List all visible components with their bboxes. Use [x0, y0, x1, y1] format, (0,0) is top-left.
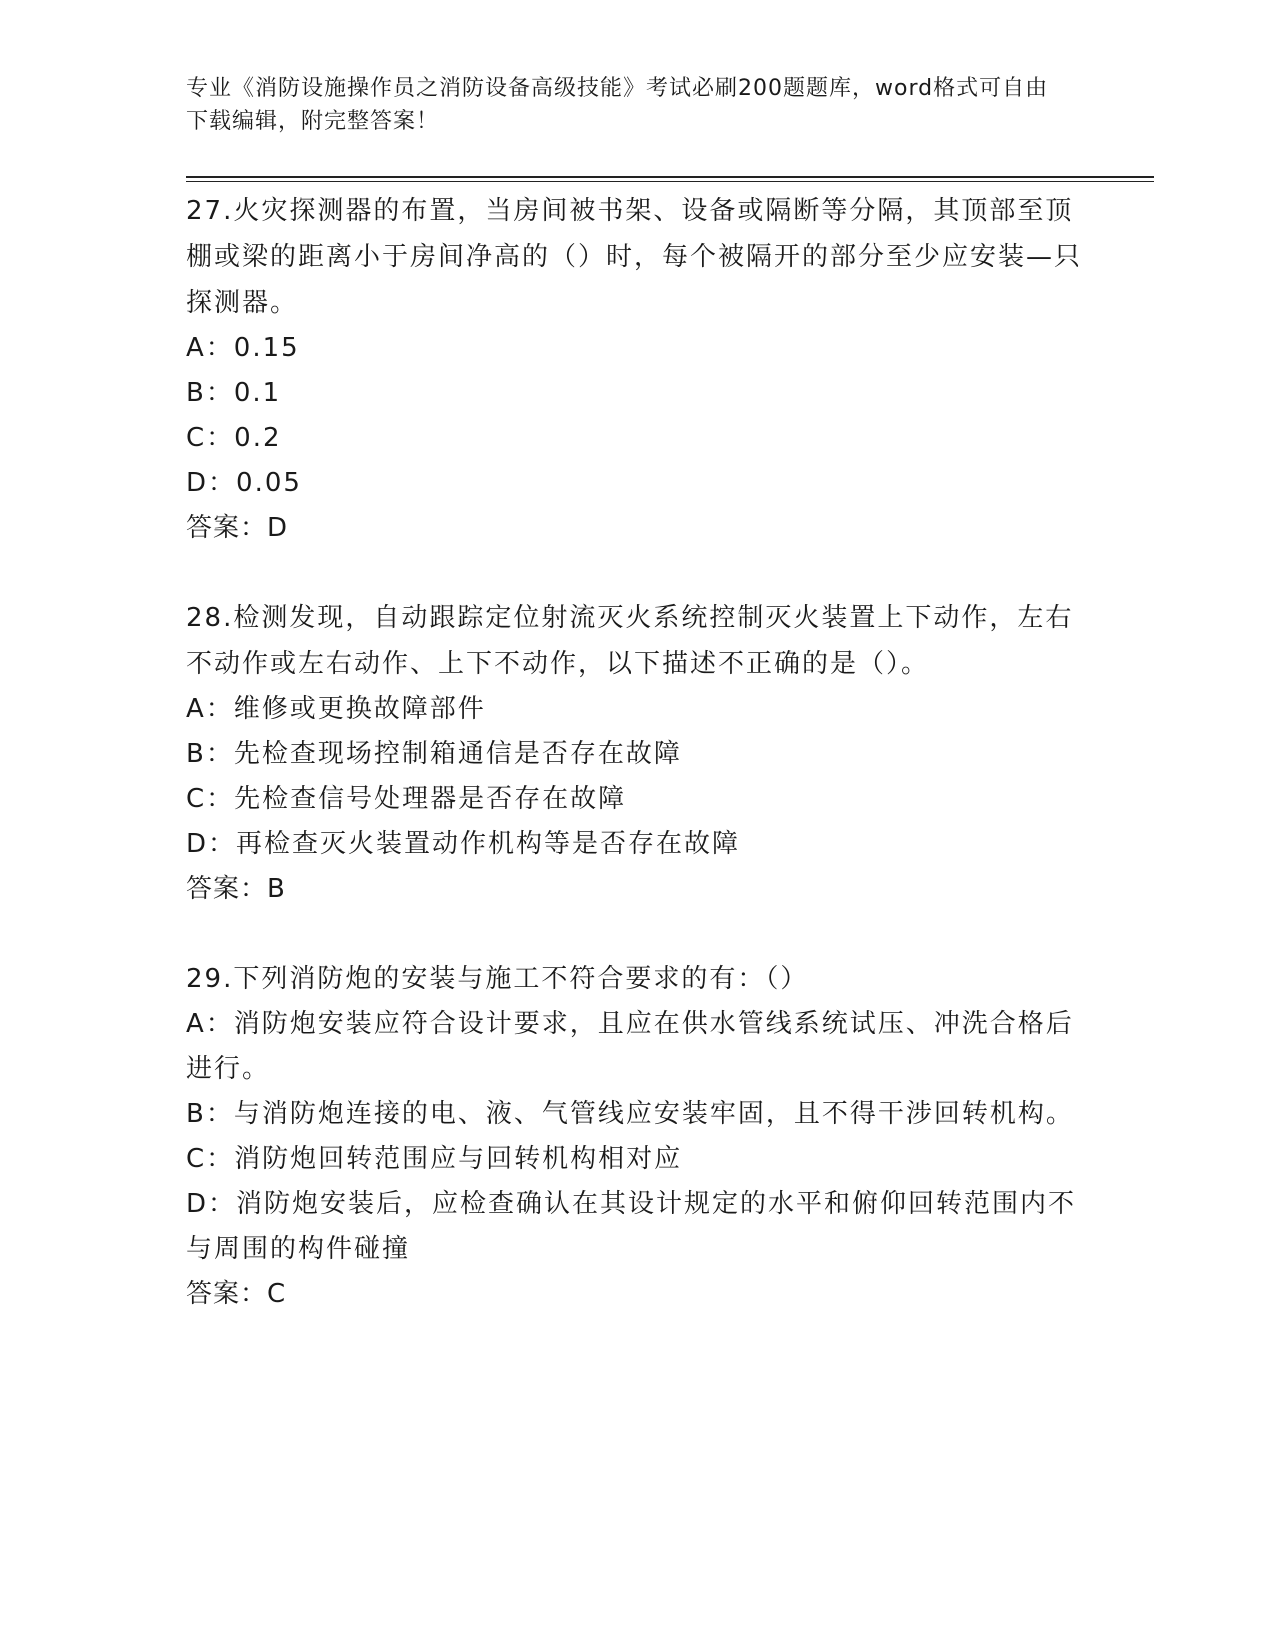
question-27	[186, 188, 1086, 551]
question-stem: 27.火灾探测器的布置，当房间被书架、设备或隔断等分隔，其顶部至顶棚或梁的距离小于房间净高的（）时，每个被隔开的部分至少应安装—只探测器。	[186, 196, 1083, 318]
option-a: A：0.15	[186, 333, 300, 363]
answer-line: 答案：C	[186, 1279, 287, 1309]
question-stem: 29.下列消防炮的安装与施工不符合要求的有：（）	[186, 964, 809, 994]
answer-line: 答案：D	[186, 513, 289, 543]
header-divider-thin	[186, 181, 1154, 182]
question-list	[186, 188, 1086, 1361]
answer-line: 答案：B	[186, 874, 286, 904]
option-c: C：消防炮回转范围应与回转机构相对应	[186, 1144, 683, 1174]
option-b: B：与消防炮连接的电、液、气管线应安装牢固，且不得干涉回转机构。	[186, 1099, 1074, 1129]
option-d: D：0.05	[186, 468, 302, 498]
option-d: D：消防炮安装后，应检查确认在其设计规定的水平和俯仰回转范围内不与周围的构件碰撞	[186, 1189, 1077, 1264]
question-29	[186, 956, 1086, 1317]
document-header: 专业《消防设施操作员之消防设备高级技能》考试必刷200题题库，word格式可自由下载编辑，附完整答案！	[186, 76, 1049, 134]
option-b: B：0.1	[186, 378, 282, 408]
option-a: A：维修或更换故障部件	[186, 694, 486, 724]
option-b: B：先检查现场控制箱通信是否存在故障	[186, 739, 682, 769]
option-c: C：0.2	[186, 423, 282, 453]
option-a: A：消防炮安装应符合设计要求，且应在供水管线系统试压、冲洗合格后进行。	[186, 1009, 1074, 1084]
question-stem: 28.检测发现，自动跟踪定位射流灭火系统控制灭火装置上下动作，左右不动作或左右动作、上下不动作，以下描述不正确的是（）。	[186, 603, 1074, 679]
option-c: C：先检查信号处理器是否存在故障	[186, 784, 627, 814]
option-d: D：再检查灭火装置动作机构等是否存在故障	[186, 829, 741, 859]
header-divider-thick	[186, 176, 1154, 178]
question-28	[186, 595, 1086, 912]
